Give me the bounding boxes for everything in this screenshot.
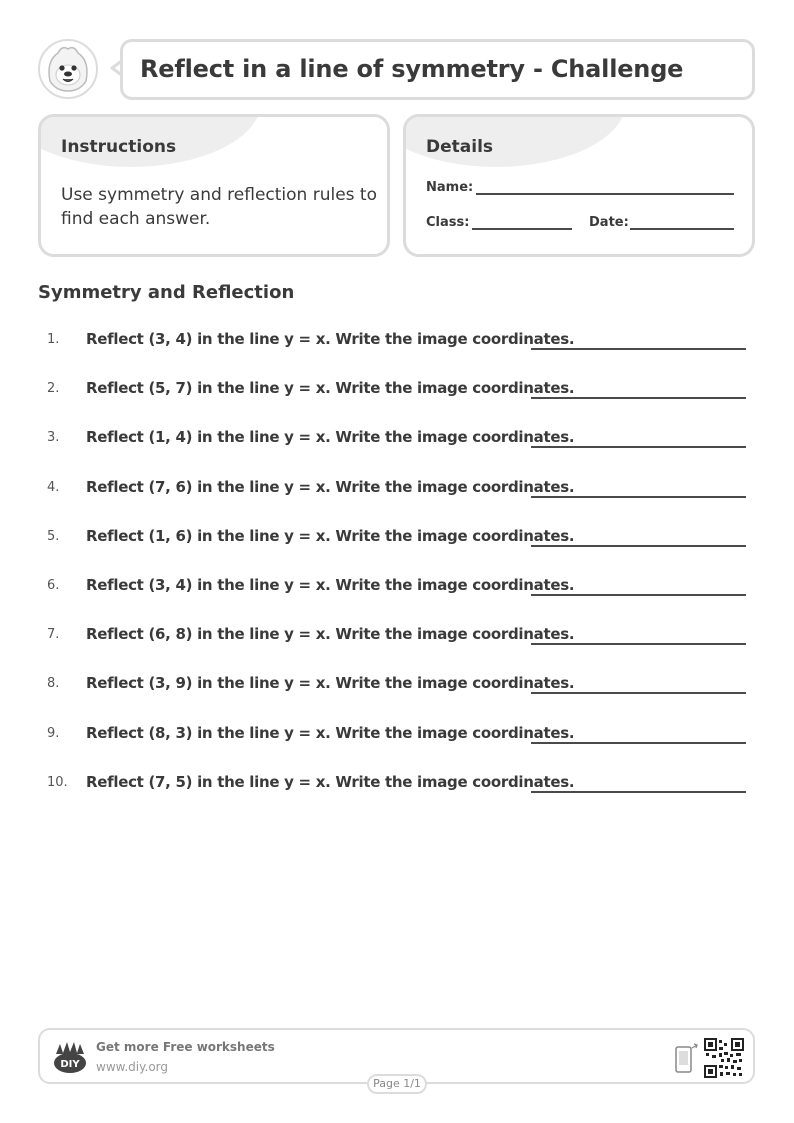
question-number: 3. [47,430,60,445]
question-text: Reflect (5, 7) in the line y = x. Write the image coordinates. [86,379,575,397]
answer-line[interactable] [531,692,746,694]
question-number: 6. [47,578,60,593]
answer-line[interactable] [531,545,746,547]
instructions-card [38,114,390,257]
question-number: 10. [47,775,68,790]
question-number: 5. [47,529,60,544]
title-box [120,39,755,100]
question-row [0,424,794,454]
mascot-avatar [38,39,98,99]
footer-promo: Get more Free worksheets [96,1040,275,1054]
diy-logo-text: DIY [60,1059,80,1070]
details-title: Details [426,137,494,157]
answer-line[interactable] [531,791,746,793]
answer-line[interactable] [531,446,746,448]
footer-url[interactable]: www.diy.org [96,1060,168,1074]
question-text: Reflect (3, 4) in the line y = x. Write the image coordinates. [86,330,575,348]
name-label: Name: [426,180,474,195]
question-row [0,621,794,651]
answer-line[interactable] [531,643,746,645]
mascot-face-icon [40,41,96,97]
question-number: 2. [47,381,60,396]
question-row [0,720,794,750]
question-text: Reflect (1, 6) in the line y = x. Write the image coordinates. [86,527,575,545]
question-text: Reflect (3, 4) in the line y = x. Write the image coordinates. [86,576,575,594]
question-text: Reflect (3, 9) in the line y = x. Write the image coordinates. [86,674,575,692]
name-field[interactable] [476,193,734,195]
question-row [0,572,794,602]
instructions-text: Use symmetry and reflection rules to find each answer. [61,185,377,229]
question-number: 9. [47,726,60,741]
section-title: Symmetry and Reflection [38,282,295,303]
answer-line[interactable] [531,348,746,350]
question-number: 8. [47,676,60,691]
answer-line[interactable] [531,496,746,498]
question-number: 1. [47,332,60,347]
question-number: 4. [47,480,60,495]
question-row [0,670,794,700]
diy-logo-icon [52,1040,88,1074]
class-field[interactable] [472,228,572,230]
date-field[interactable] [630,228,734,230]
page-number: Page 1/1 [367,1074,427,1094]
qr-code-icon [704,1038,744,1078]
question-row [0,326,794,356]
question-row [0,523,794,553]
question-text: Reflect (7, 5) in the line y = x. Write the image coordinates. [86,773,575,791]
details-card [403,114,755,257]
answer-line[interactable] [531,397,746,399]
question-row [0,769,794,799]
answer-line[interactable] [531,742,746,744]
class-label: Class: [426,215,470,230]
answer-line[interactable] [531,594,746,596]
question-number: 7. [47,627,60,642]
question-text: Reflect (1, 4) in the line y = x. Write the image coordinates. [86,428,575,446]
question-row [0,375,794,405]
date-label: Date: [589,215,629,230]
question-text: Reflect (6, 8) in the line y = x. Write the image coordinates. [86,625,575,643]
phone-icon [674,1042,698,1074]
page-title: Reflect in a line of symmetry - Challenge [140,55,684,83]
instructions-title: Instructions [61,137,177,157]
question-text: Reflect (7, 6) in the line y = x. Write the image coordinates. [86,478,575,496]
question-row [0,474,794,504]
question-text: Reflect (8, 3) in the line y = x. Write the image coordinates. [86,724,575,742]
